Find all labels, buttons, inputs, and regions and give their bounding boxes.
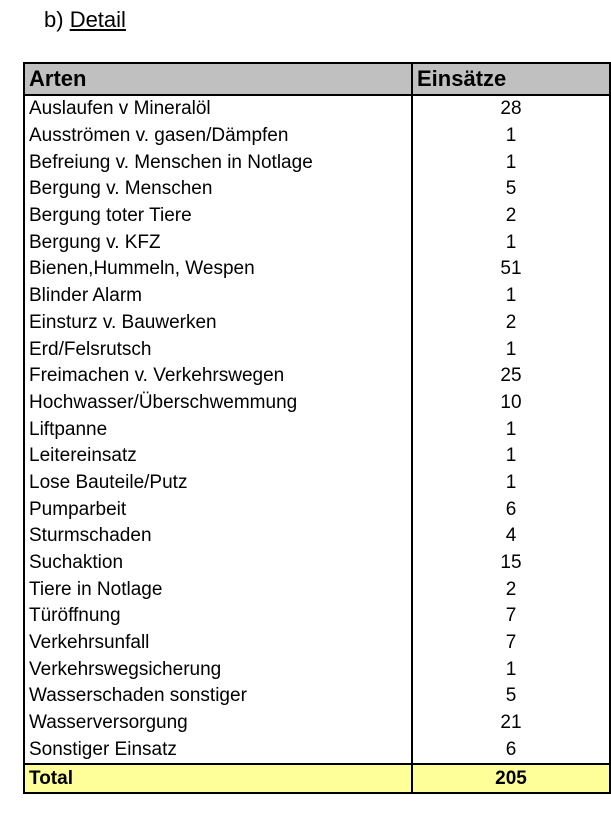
table-row — [24, 683, 610, 710]
detail-table — [23, 62, 611, 794]
table-row — [24, 95, 610, 123]
cell-type: Pumparbeit — [24, 496, 412, 523]
cell-type: Sonstiger Einsatz — [24, 737, 412, 765]
total-row — [24, 764, 610, 793]
cell-count: 51 — [412, 256, 610, 283]
cell-type: Freimachen v. Verkehrswegen — [24, 363, 412, 390]
cell-type: Bergung toter Tiere — [24, 203, 412, 230]
cell-count: 25 — [412, 363, 610, 390]
cell-type: Befreiung v. Menschen in Notlage — [24, 149, 412, 176]
cell-type: Wasserschaden sonstiger — [24, 683, 412, 710]
table-row — [24, 443, 610, 470]
table-row — [24, 470, 610, 497]
cell-count: 1 — [412, 656, 610, 683]
cell-count: 15 — [412, 550, 610, 577]
cell-type: Tiere in Notlage — [24, 576, 412, 603]
table-row — [24, 550, 610, 577]
cell-count: 5 — [412, 176, 610, 203]
table-row — [24, 656, 610, 683]
table-row — [24, 737, 610, 765]
caption-prefix: b) — [44, 7, 70, 32]
table-row — [24, 283, 610, 310]
cell-count: 1 — [412, 283, 610, 310]
cell-type: Sturmschaden — [24, 523, 412, 550]
cell-type: Verkehrsunfall — [24, 630, 412, 657]
cell-type: Auslaufen v Mineralöl — [24, 95, 412, 123]
cell-count: 1 — [412, 123, 610, 150]
cell-count: 1 — [412, 443, 610, 470]
table-row — [24, 123, 610, 150]
cell-count: 7 — [412, 603, 610, 630]
cell-type: Suchaktion — [24, 550, 412, 577]
table-row — [24, 229, 610, 256]
cell-count: 6 — [412, 737, 610, 765]
table-row — [24, 176, 610, 203]
cell-count: 5 — [412, 683, 610, 710]
cell-count: 6 — [412, 496, 610, 523]
table-row — [24, 390, 610, 417]
header-type: Arten — [24, 63, 412, 95]
cell-type: Wasserversorgung — [24, 710, 412, 737]
cell-count: 10 — [412, 390, 610, 417]
table-row — [24, 336, 610, 363]
cell-type: Bergung v. Menschen — [24, 176, 412, 203]
table-row — [24, 630, 610, 657]
table-row — [24, 496, 610, 523]
table-row — [24, 149, 610, 176]
cell-type: Hochwasser/Überschwemmung — [24, 390, 412, 417]
cell-type: Bergung v. KFZ — [24, 229, 412, 256]
cell-count: 1 — [412, 336, 610, 363]
cell-type: Lose Bauteile/Putz — [24, 470, 412, 497]
table-row — [24, 603, 610, 630]
table-row — [24, 523, 610, 550]
cell-count: 2 — [412, 310, 610, 337]
table-row — [24, 310, 610, 337]
cell-count: 1 — [412, 229, 610, 256]
table-row — [24, 416, 610, 443]
cell-count: 1 — [412, 416, 610, 443]
section-caption — [44, 5, 126, 35]
caption-title: Detail — [69, 7, 126, 32]
cell-type: Türöffnung — [24, 603, 412, 630]
cell-count: 28 — [412, 95, 610, 123]
table-body — [24, 95, 610, 764]
cell-count: 21 — [412, 710, 610, 737]
cell-count: 1 — [412, 149, 610, 176]
total-label: Total — [24, 764, 412, 793]
cell-count: 2 — [412, 203, 610, 230]
cell-count: 1 — [412, 470, 610, 497]
table-row — [24, 203, 610, 230]
cell-type: Blinder Alarm — [24, 283, 412, 310]
header-row — [24, 63, 610, 95]
cell-type: Einsturz v. Bauwerken — [24, 310, 412, 337]
cell-count: 2 — [412, 576, 610, 603]
cell-type: Leitereinsatz — [24, 443, 412, 470]
header-count: Einsätze — [412, 63, 610, 95]
cell-type: Bienen,Hummeln, Wespen — [24, 256, 412, 283]
total-count: 205 — [412, 764, 610, 793]
cell-type: Ausströmen v. gasen/Dämpfen — [24, 123, 412, 150]
table-row — [24, 363, 610, 390]
table-row — [24, 576, 610, 603]
cell-type: Verkehrswegsicherung — [24, 656, 412, 683]
cell-type: Erd/Felsrutsch — [24, 336, 412, 363]
table-row — [24, 256, 610, 283]
cell-count: 4 — [412, 523, 610, 550]
cell-count: 7 — [412, 630, 610, 657]
cell-type: Liftpanne — [24, 416, 412, 443]
table-row — [24, 710, 610, 737]
